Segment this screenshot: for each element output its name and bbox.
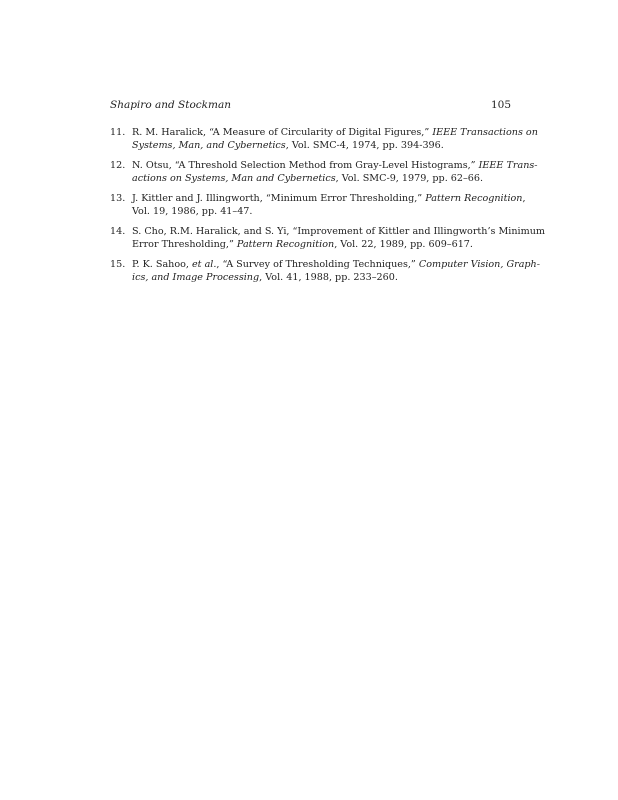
- reference-line: [132, 126, 538, 139]
- reference-line: [132, 238, 511, 251]
- reference-punct: ,: [522, 193, 526, 204]
- reference-item: [110, 126, 538, 152]
- reference-line: [132, 159, 538, 172]
- reference-line: [132, 172, 511, 185]
- reference-journal: actions on Systems, Man and Cybernetics: [132, 173, 336, 184]
- reference-journal: ics, and Image Processing: [132, 272, 260, 283]
- reference-item: [110, 159, 538, 185]
- reference-details: , Vol. SMC-9, 1979, pp. 62–66.: [335, 173, 484, 184]
- reference-number: 13.: [110, 193, 126, 204]
- reference-number: 12.: [110, 160, 126, 171]
- reference-list: [110, 126, 545, 291]
- reference-number: 14.: [110, 226, 126, 237]
- reference-number: 11.: [110, 127, 126, 138]
- reference-details: , Vol. 22, 1989, pp. 609–617.: [334, 239, 473, 250]
- running-head: [110, 98, 511, 112]
- reference-item: [110, 192, 526, 218]
- reference-text: P. K. Sahoo,: [132, 259, 192, 270]
- reference-line: [132, 139, 511, 152]
- reference-text: Error Thresholding,”: [132, 239, 237, 250]
- reference-item: [110, 225, 545, 251]
- reference-details: Vol. 19, 1986, pp. 41–47.: [132, 206, 253, 217]
- reference-text: , “A Survey of Thresholding Techniques,”: [216, 259, 419, 270]
- reference-journal: Pattern Recognition: [236, 239, 335, 250]
- reference-text: N. Otsu, “A Threshold Selection Method from Gray-Level Histograms,”: [132, 160, 479, 171]
- reference-text: J. Kittler and J. Illingworth, “Minimum Error Thresholding,”: [132, 193, 426, 204]
- reference-line: [132, 258, 540, 271]
- reference-journal: Pattern Recognition: [425, 193, 523, 204]
- reference-details: , Vol. SMC-4, 1974, pp. 394-396.: [285, 140, 444, 151]
- reference-journal: IEEE Transactions on: [432, 127, 538, 138]
- reference-item: [110, 258, 540, 284]
- reference-line: [132, 192, 526, 205]
- reference-line: [132, 205, 511, 218]
- reference-journal: Computer Vision, Graph-: [418, 259, 540, 270]
- header-authors: Shapiro and Stockman: [110, 99, 232, 111]
- reference-line: [132, 271, 511, 284]
- reference-text: R. M. Haralick, “A Measure of Circularity of Digital Figures,”: [132, 127, 433, 138]
- reference-line: [132, 225, 545, 238]
- reference-text: S. Cho, R.M. Haralick, and S. Yi, “Improvement of Kittler and Illingworth’s Minimum: [132, 226, 545, 237]
- reference-journal: Systems, Man, and Cybernetics: [132, 140, 286, 151]
- page-number: 105: [490, 99, 511, 111]
- reference-details: , Vol. 41, 1988, pp. 233–260.: [259, 272, 398, 283]
- reference-etal: et al.: [192, 259, 217, 270]
- reference-journal: IEEE Trans-: [478, 160, 538, 171]
- reference-number: 15.: [110, 259, 126, 270]
